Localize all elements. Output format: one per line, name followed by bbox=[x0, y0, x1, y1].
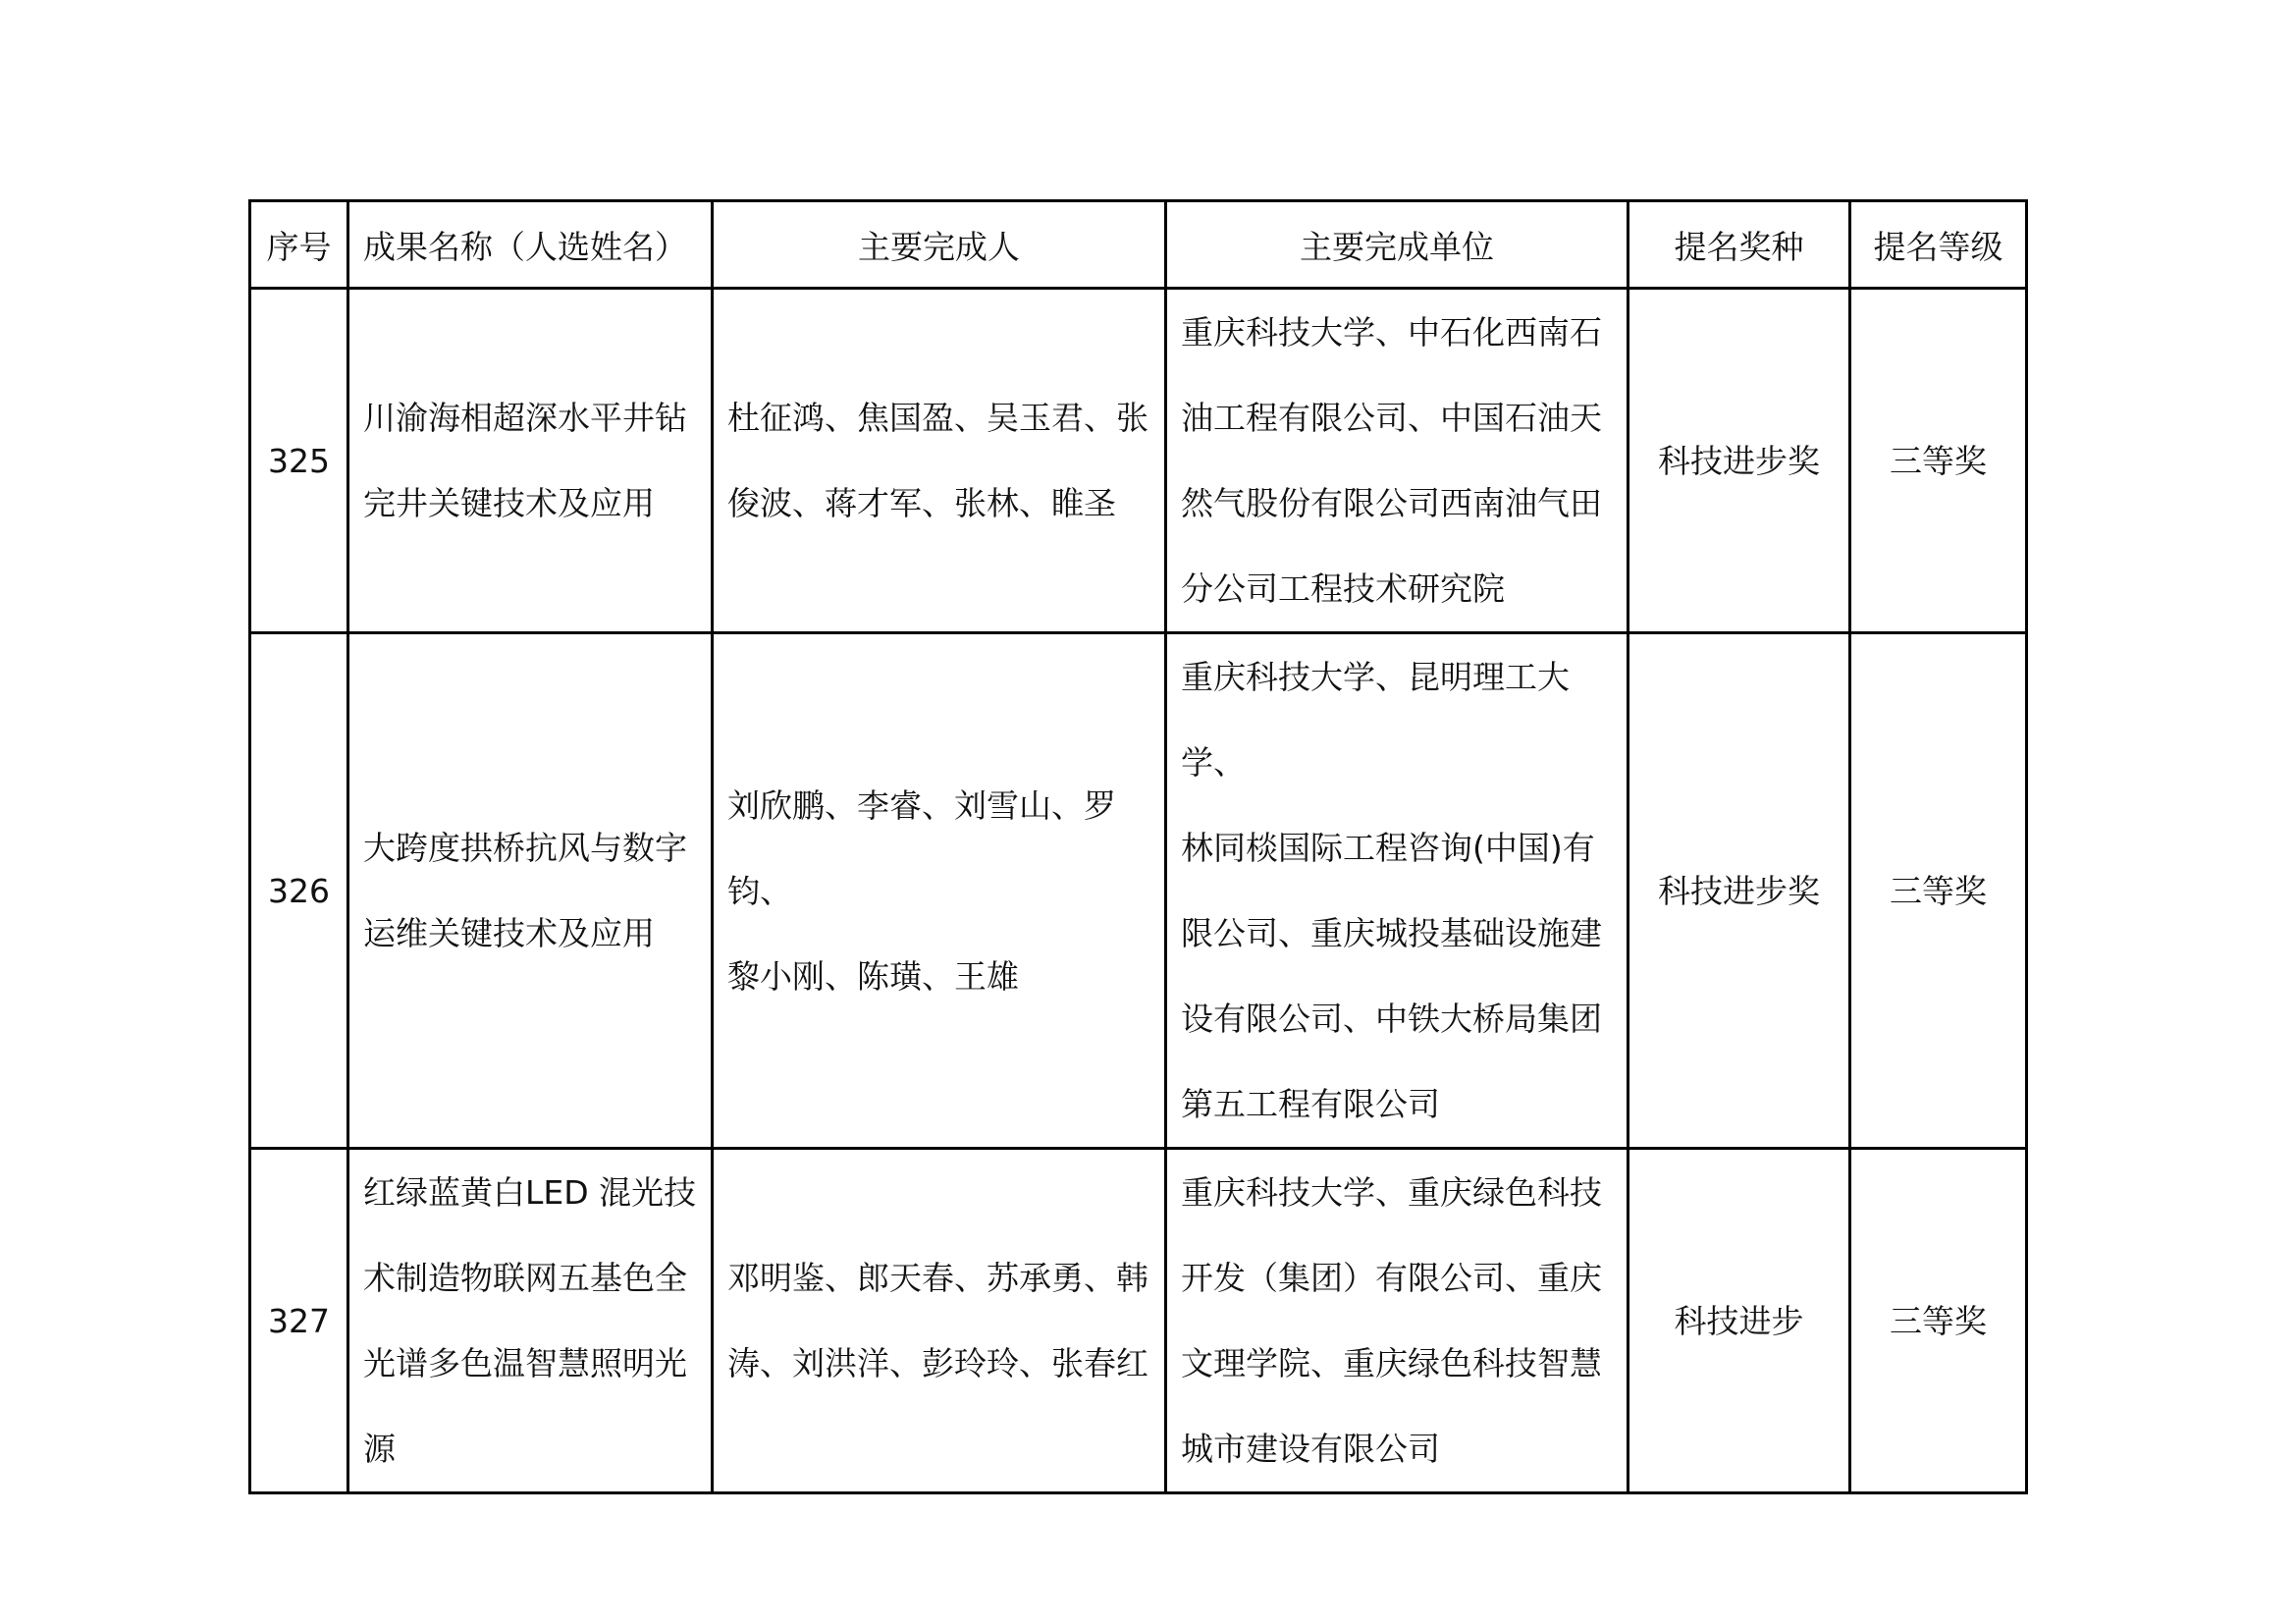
table-row bbox=[250, 289, 2027, 633]
cell-name-line: 术制造物联网五基色全 bbox=[363, 1259, 687, 1297]
cell-units-line: 设有限公司、中铁大桥局集团 bbox=[1181, 1000, 1602, 1038]
cell-no: 326 bbox=[250, 633, 348, 1149]
cell-no: 325 bbox=[250, 289, 348, 633]
cell-name bbox=[348, 289, 713, 633]
cell-units bbox=[1166, 1149, 1629, 1493]
cell-units-line: 第五工程有限公司 bbox=[1181, 1085, 1440, 1123]
cell-people-line: 黎小刚、陈璜、王雄 bbox=[727, 956, 1019, 996]
cell-units-line: 然气股份有限公司西南油气田 bbox=[1181, 484, 1602, 522]
cell-units-line: 油工程有限公司、中国石油天 bbox=[1181, 399, 1602, 437]
cell-units-line: 开发（集团）有限公司、重庆 bbox=[1181, 1259, 1602, 1297]
cell-award-type: 科技进步奖 bbox=[1629, 633, 1850, 1149]
cell-units-line: 重庆科技大学、昆明理工大学、 bbox=[1181, 658, 1570, 782]
table-row bbox=[250, 1149, 2027, 1493]
cell-award-type: 科技进步奖 bbox=[1629, 289, 1850, 633]
cell-people-line: 杜征鸿、焦国盈、吴玉君、张 bbox=[727, 399, 1148, 437]
cell-units-line: 城市建设有限公司 bbox=[1181, 1430, 1440, 1468]
cell-grade: 三等奖 bbox=[1850, 289, 2027, 633]
awards-table bbox=[248, 199, 2028, 1494]
cell-units-line: 林同棪国际工程咨询(中国)有 bbox=[1181, 829, 1595, 867]
cell-units-line: 重庆科技大学、中石化西南石 bbox=[1181, 313, 1602, 352]
cell-units-line: 文理学院、重庆绿色科技智慧 bbox=[1181, 1344, 1602, 1382]
table-row bbox=[250, 633, 2027, 1149]
cell-people-line: 俊波、蒋才军、张林、睢圣 bbox=[727, 484, 1116, 522]
cell-people bbox=[713, 289, 1166, 633]
cell-grade: 三等奖 bbox=[1850, 633, 2027, 1149]
header-units: 主要完成单位 bbox=[1166, 201, 1629, 289]
cell-people-line: 刘欣鹏、李睿、刘雪山、罗钧、 bbox=[727, 785, 1116, 910]
cell-units bbox=[1166, 633, 1629, 1149]
cell-name-line: 川渝海相超深水平井钻 bbox=[363, 399, 687, 437]
cell-award-type: 科技进步 bbox=[1629, 1149, 1850, 1493]
cell-name-line: 源 bbox=[363, 1430, 396, 1468]
cell-units bbox=[1166, 289, 1629, 633]
cell-no: 327 bbox=[250, 1149, 348, 1493]
header-name: 成果名称（人选姓名） bbox=[348, 201, 713, 289]
cell-people bbox=[713, 1149, 1166, 1493]
cell-grade: 三等奖 bbox=[1850, 1149, 2027, 1493]
header-grade: 提名等级 bbox=[1850, 201, 2027, 289]
header-people: 主要完成人 bbox=[713, 201, 1166, 289]
header-award-type: 提名奖种 bbox=[1629, 201, 1850, 289]
header-row bbox=[250, 201, 2027, 289]
cell-people-line: 邓明鉴、郎天春、苏承勇、韩 bbox=[727, 1259, 1148, 1297]
cell-name bbox=[348, 633, 713, 1149]
cell-name-line: 完井关键技术及应用 bbox=[363, 484, 655, 522]
cell-name bbox=[348, 1149, 713, 1493]
cell-people-line: 涛、刘洪洋、彭玲玲、张春红 bbox=[727, 1344, 1148, 1382]
cell-name-line: 大跨度拱桥抗风与数字 bbox=[363, 829, 687, 867]
cell-units-line: 重庆科技大学、重庆绿色科技 bbox=[1181, 1173, 1602, 1212]
cell-people bbox=[713, 633, 1166, 1149]
cell-name-line: 运维关键技术及应用 bbox=[363, 914, 655, 952]
cell-units-line: 限公司、重庆城投基础设施建 bbox=[1181, 914, 1602, 952]
header-no: 序号 bbox=[250, 201, 348, 289]
cell-name-line: 红绿蓝黄白LED 混光技 bbox=[363, 1173, 697, 1212]
cell-name-line: 光谱多色温智慧照明光 bbox=[363, 1344, 687, 1382]
cell-units-line: 分公司工程技术研究院 bbox=[1181, 569, 1505, 608]
